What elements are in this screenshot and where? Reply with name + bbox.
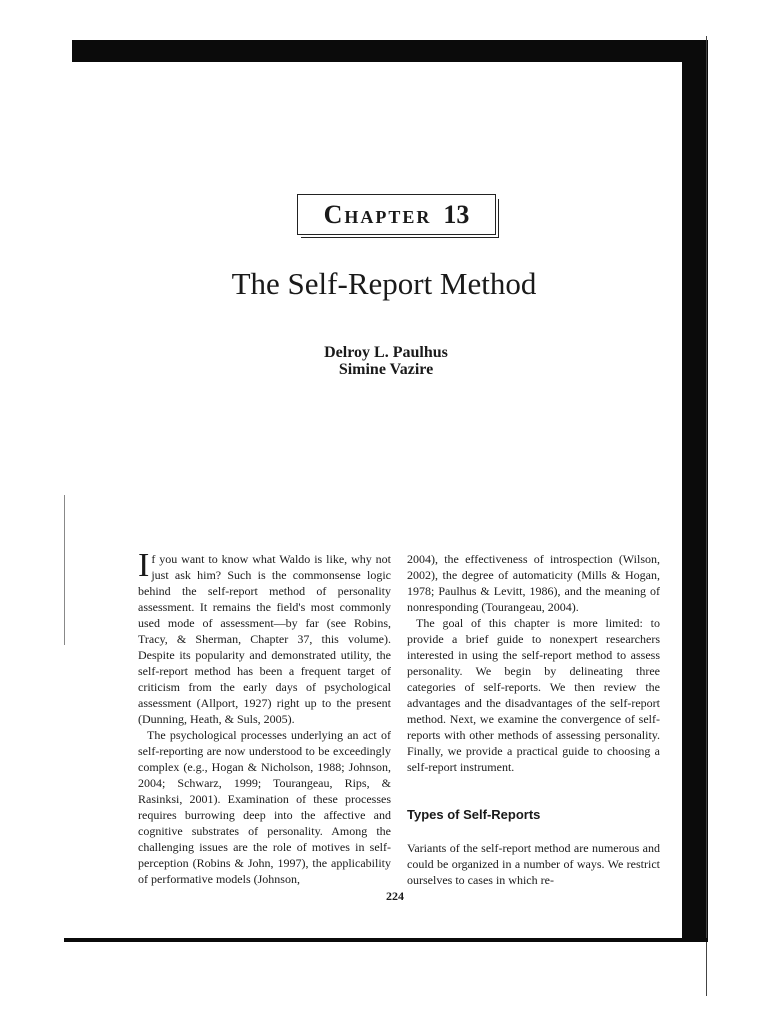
paragraph (138, 547, 391, 727)
paragraph: Variants of the self-report method are numerous and could be organized in a number of ways. We restrict ourselves to cases in which re- (407, 841, 660, 887)
chapter-heading-box (297, 194, 496, 235)
scan-border-bottom (64, 938, 708, 942)
section-heading: Types of Self-Reports (407, 807, 541, 822)
body-column-right (407, 551, 660, 888)
scan-border-top (72, 40, 708, 62)
author-name: Delroy L. Paulhus (324, 344, 448, 361)
paragraph: The goal of this chapter is more limited: to provide a brief guide to nonexpert researchers interested in using the self-report method to assess personality. We begin by delineating three categories of self-reports. We then review the advantages and the disadvantages of the self-report method. Next, we examine the convergence of self-reports with other methods of assessing personality. Finally, we provide a practical guide to choosing a self-report instrument. (407, 616, 660, 774)
body-column-left (138, 547, 391, 887)
chapter-title: The Self-Report Method (231, 266, 537, 301)
scan-left-mark (64, 495, 65, 645)
scan-edge-line (706, 36, 707, 996)
page-number: 224 (386, 889, 404, 903)
drop-cap: I (138, 547, 150, 584)
paragraph: The psychological processes underlying an act of self-reporting are now understood to be exceedingly complex (e.g., Hogan & Nicholson, 1988; Johnson, 2004; Schwarz, 1999; Tourangeau, Rips, & Rasinksi, 2001). Examination of these processes requires burrowing deep into the affective and cognitive substrates of personality. Among the challenging issues are the role of motives in self-perception (Robins & John, 1997), the applicability of performative models (Johnson, (138, 728, 391, 886)
paragraph-text: f you want to know what Waldo is like, why not just ask him? Such is the commonsense logic behind the self-report method of personality assessment. It remains the field's most commonly used mode of assessment—by far (see Robins, Tracy, & Sherman, Chapter 37, this volume). Despite its popularity and demonstrated utility, the self-report method has been a frequent target of criticism from the early days of psychological assessment (Allport, 1927) right up to the present (Dunning, Heath, & Suls, 2005). (138, 552, 391, 726)
scan-border-right (682, 40, 708, 942)
author-name: Simine Vazire (338, 361, 434, 378)
chapter-label: Chapter (323, 199, 432, 229)
paragraph: 2004), the effectiveness of introspection (Wilson, 2002), the degree of automaticity (Mills & Hogan, 1978; Paulhus & Levitt, 1986), and the meaning of nonresponding (Tourangeau, 2004). (407, 552, 660, 614)
chapter-number: 13 (443, 199, 470, 229)
